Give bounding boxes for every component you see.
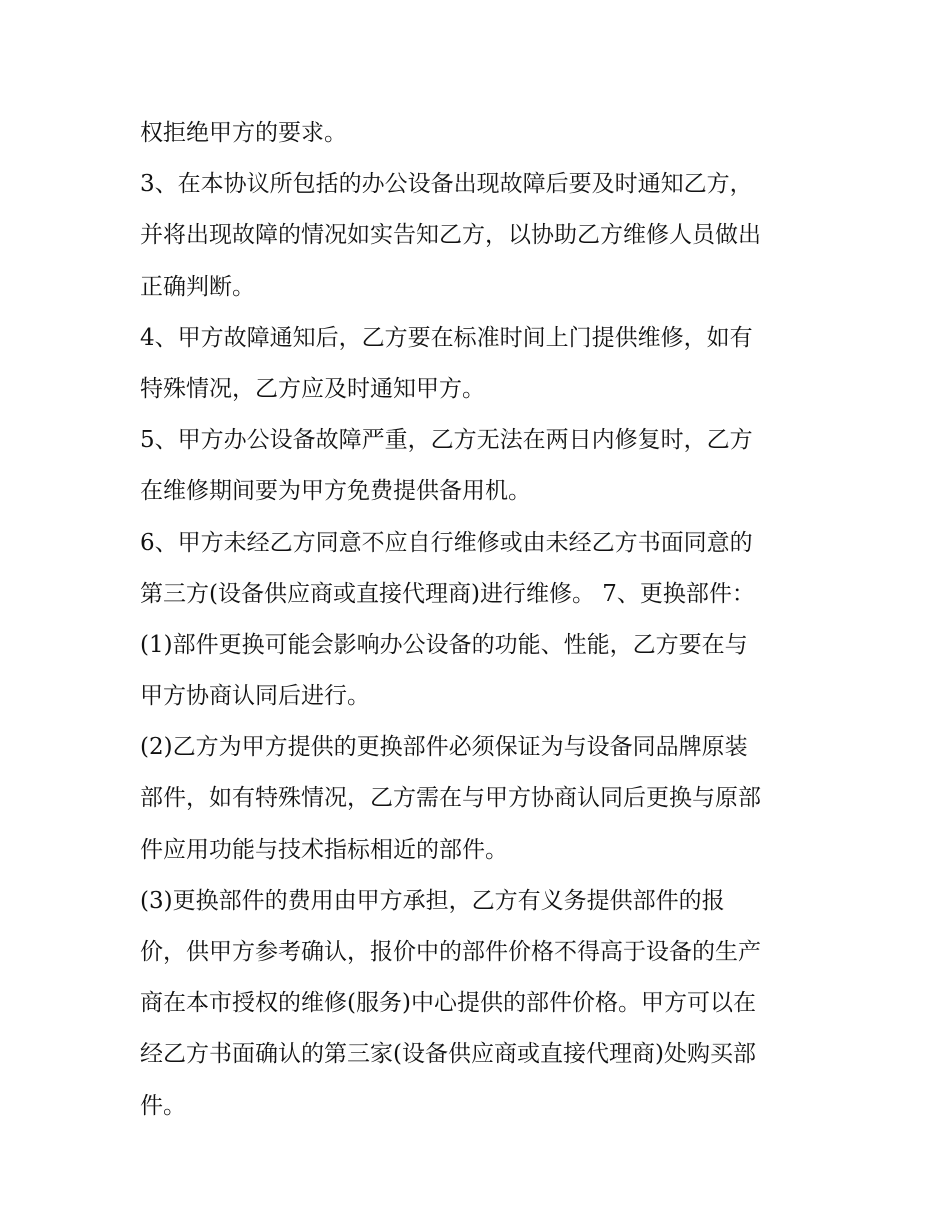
text-line: 经乙方书面确认的第三家(设备供应商或直接代理商)处购买部 [140,1041,756,1068]
text-line: 权拒绝甲方的要求。 [140,120,347,146]
text-line: 甲方协商认同后进行。 [140,683,370,710]
text-line: 件应用功能与技术指标相近的部件。 [140,836,508,863]
text-line: 件。 [140,1092,186,1119]
text-line: 3、在本协议所包括的办公设备出现故障后要及时通知乙方， [140,171,753,198]
text-line: 在维修期间要为甲方免费提供备用机。 [140,478,531,505]
text-line: 部件，如有特殊情况，乙方需在与甲方协商认同后更换与原部 [140,785,761,812]
text-line: (1)部件更换可能会影响办公设备的功能、性能，乙方要在与 [140,631,748,658]
text-line: 6、甲方未经乙方同意不应自行维修或由未经乙方书面同意的 [140,529,753,556]
text-line: 价，供甲方参考确认，报价中的部件价格不得高于设备的生产 [140,939,761,965]
text-line: 第三方(设备供应商或直接代理商)进行维修。 7、更换部件： [140,580,755,607]
text-line: (3)更换部件的费用由甲方承担，乙方有义务提供部件的报 [140,887,725,914]
text-line: 商在本市授权的维修(服务)中心提供的部件价格。甲方可以在 [140,990,756,1017]
text-line: 正确判断。 [140,273,255,300]
text-line: 特殊情况，乙方应及时通知甲方。 [140,375,485,402]
text-line: (2)乙方为甲方提供的更换部件必须保证为与设备同品牌原装 [140,734,748,761]
document-body [140,108,820,1132]
text-line: 并将出现故障的情况如实告知乙方，以协助乙方维修人员做出 [140,222,761,249]
text-line: 4、甲方故障通知后，乙方要在标准时间上门提供维修，如有 [140,324,753,351]
text-line: 5、甲方办公设备故障严重，乙方无法在两日内修复时，乙方 [140,427,753,454]
